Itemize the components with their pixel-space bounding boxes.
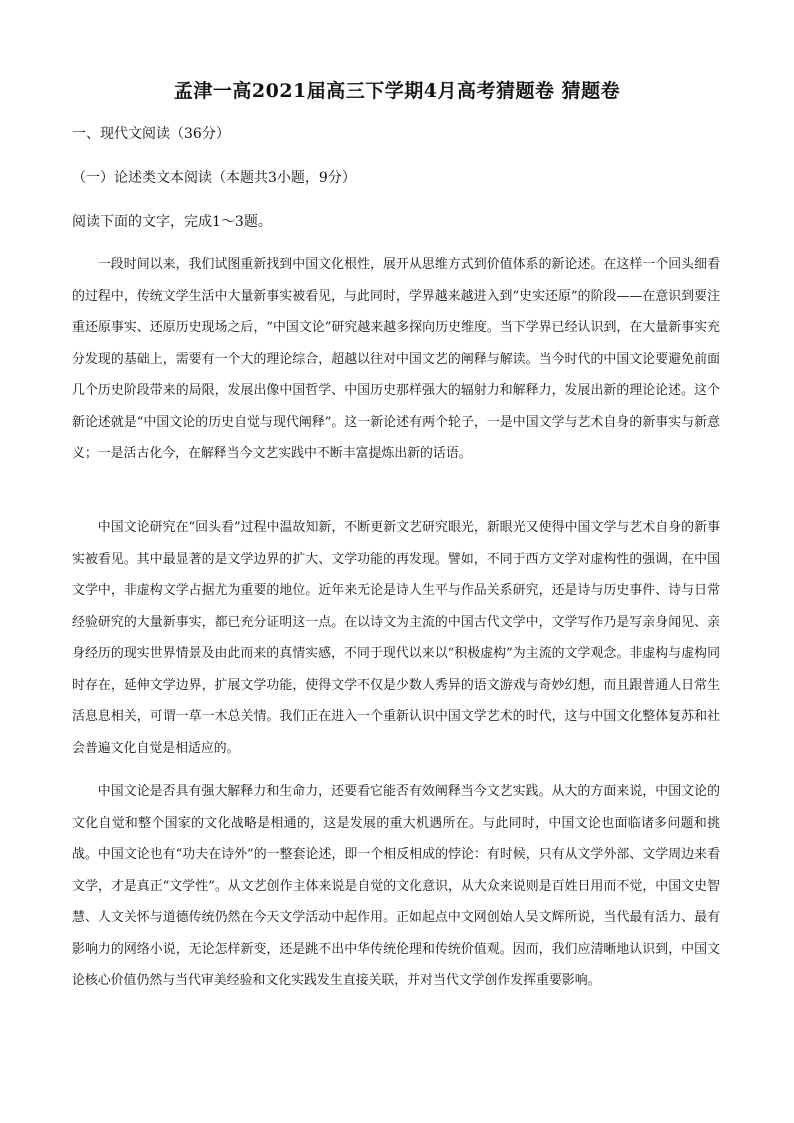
- passage-paragraph-3: 中国文论是否具有强大解释力和生命力，还要看它能否有效阐释当今文艺实践。从大的方面来说，中国文论的文化自觉和整个国家的文化战略是相通的，这是发展的重大机遇所在。与此同时，中国文论也面临诸多问题和挑战。中国文论也有“功夫在诗外”的一整套论述，即一个相反相成的悖论：有时候，只有从文学外部、文学周边来看文学，才是真正“文学性”。从文艺创作主体来说是自觉的文化意识，从大众来说则是百姓日用而不觉，中国文史智慧、人文关怀与道德传统仍然在今天文学活动中起作用。正如起点中文网创始人吴文辉所说，当代最有活力、最有影响力的网络小说，无论怎样新变，还是跳不出中华传统伦理和传统价值观。因而，我们应清晰地认识到，中国文论核心价值仍然与当代审美经验和文化实践发生直接关联，并对当代文学创作发挥重要影响。: [72, 784, 720, 988]
- reading-instruction: 阅读下面的文字，完成1～3题。: [72, 214, 272, 230]
- passage-paragraph-2: 中国文论研究在“回头看”过程中温故知新，不断更新文艺研究眼光，新眼光又使得中国文学与艺术自身的新事实被看见。其中最显著的是文学边界的扩大、文学功能的再发现。譬如，不同于西方文学对虚构性的强调，在中国文学中，非虚构文学占据尤为重要的地位。近年来无论是诗人生平与作品关系研究，还是诗与历史事件、诗与日常经验研究的大量新事实，都已充分证明这一点。在以诗文为主流的中国古代文学中，文学写作乃是写亲身闻见、亲身经历的现实世界情景及由此而来的真情实感，不同于现代以来以“积极虚构”为主流的文学观念。非虚构与虚构同时存在，延伸文学边界，扩展文学功能，使得文学不仅是少数人秀异的语文游戏与奇妙幻想，而且跟普通人日常生活息息相关，可谓一草一木总关情。我们正在进入一个重新认识中国文学艺术的时代，这与中国文化整体复苏和社会普遍文化自觉是相适应的。: [72, 520, 720, 756]
- passage-paragraph-1: 一段时间以来，我们试图重新找到中国文化根性，展开从思维方式到价值体系的新论述。在这样一个回头细看的过程中，传统文学生活中大量新事实被看见，与此同时，学界越来越进入到“史实还原”的阶段——在意识到要注重还原事实、还原历史现场之后，“中国文论”研究越来越多探向历史维度。当下学界已经认识到，在大量新事实充分发现的基础上，需要有一个大的理论综合，超越以往对中国文艺的阐释与解读。当今时代的中国文论要避免前面几个历史阶段带来的局限，发展出像中国哲学、中国历史那样强大的辐射力和解释力，发展出新的理论论述。这个新论述就是“中国文论的历史自觉与现代阐释”。这一新论述有两个轮子，一是中国文学与艺术自身的新事实与新意义；一是活古化今，在解释当今文艺实践中不断丰富提炼出新的话语。: [72, 257, 720, 461]
- subsection-heading: （一）论述类文本阅读（本题共3小题，9分）: [72, 170, 356, 186]
- section-heading: 一、现代文阅读（36分）: [72, 126, 230, 142]
- page-title: 孟津一高2021届高三下学期4月高考猜题卷 猜题卷: [173, 80, 621, 102]
